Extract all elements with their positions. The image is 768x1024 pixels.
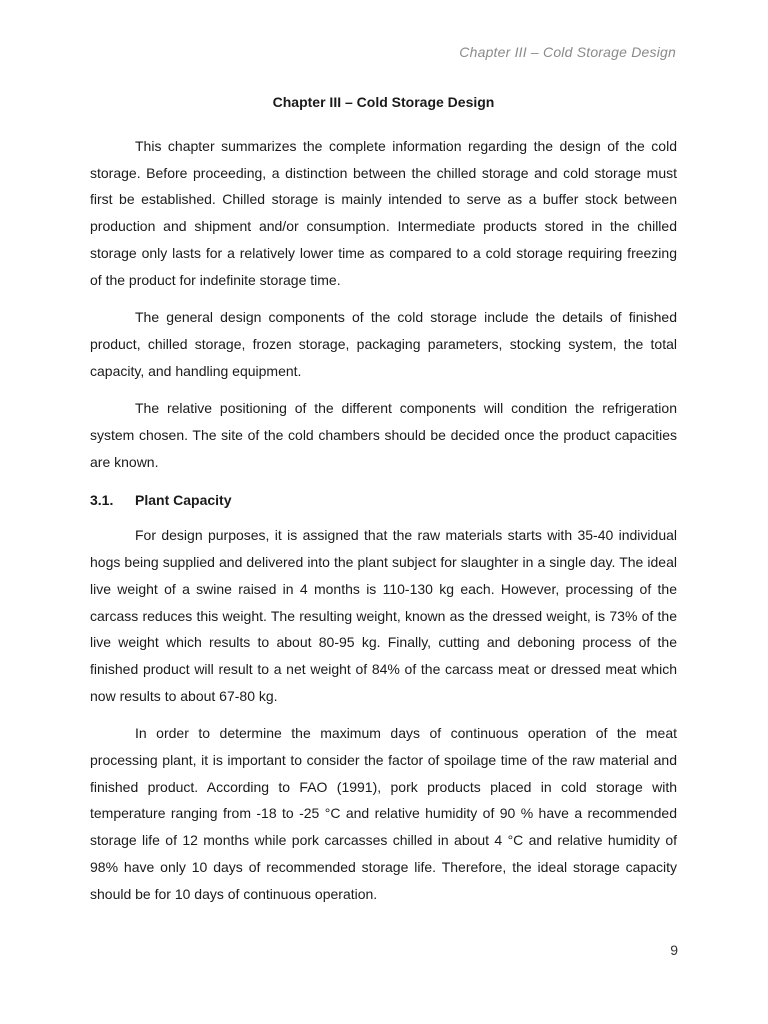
intro-paragraph-2: The general design components of the cold storage include the details of finished product, chilled storage, frozen storage, packaging parameters, stocking system, the total capacity, and handling equipment.	[90, 309, 677, 379]
section-paragraph-1: For design purposes, it is assigned that the raw materials starts with 35-40 individual hogs being supplied and delivered into the plant subject for slaughter in a single day. The ideal live weight of a swine raised in 4 months is 110-130 kg each. However, processing of the carcass reduces this weight. The resulting weight, known as the dressed weight, is 73% of the live weight which results to about 80-95 kg. Finally, cutting and deboning process of the finished product will result to a net weight of 84% of the carcass meat or dressed meat which now results to about 67-80 kg.	[90, 527, 677, 704]
section-number: 3.1.	[90, 492, 114, 509]
page-content	[90, 92, 677, 918]
intro-paragraph-1: This chapter summarizes the complete information regarding the design of the cold storage. Before proceeding, a distinction between the chilled storage and cold storage must first be established. Chilled storage is mainly intended to serve as a buffer stock between production and shipment and/or consumption. Intermediate products stored in the chilled storage only lasts for a relatively lower time as compared to a cold storage requiring freezing of the product for indefinite storage time.	[90, 138, 677, 288]
page-number: 9	[670, 942, 678, 958]
section-heading	[90, 490, 677, 510]
intro-paragraph-3: The relative positioning of the different components will condition the refrigeration system chosen. The site of the cold chambers should be decided once the product capacities are known.	[90, 400, 677, 470]
chapter-title: Chapter III – Cold Storage Design	[272, 94, 495, 110]
section-title: Plant Capacity	[135, 492, 232, 509]
running-header: Chapter III – Cold Storage Design	[459, 44, 676, 60]
section-paragraph-2: In order to determine the maximum days of continuous operation of the meat processing plant, it is important to consider the factor of spoilage time of the raw material and finished product. According to FAO (1991), pork products placed in cold storage with temperature ranging from -18 to -25 °C and relative humidity of 90 % have a recommended storage life of 12 months while pork carcasses chilled in about 4 °C and relative humidity of 98% have only 10 days of recommended storage life. Therefore, the ideal storage capacity should be for 10 days of continuous operation.	[90, 725, 677, 902]
